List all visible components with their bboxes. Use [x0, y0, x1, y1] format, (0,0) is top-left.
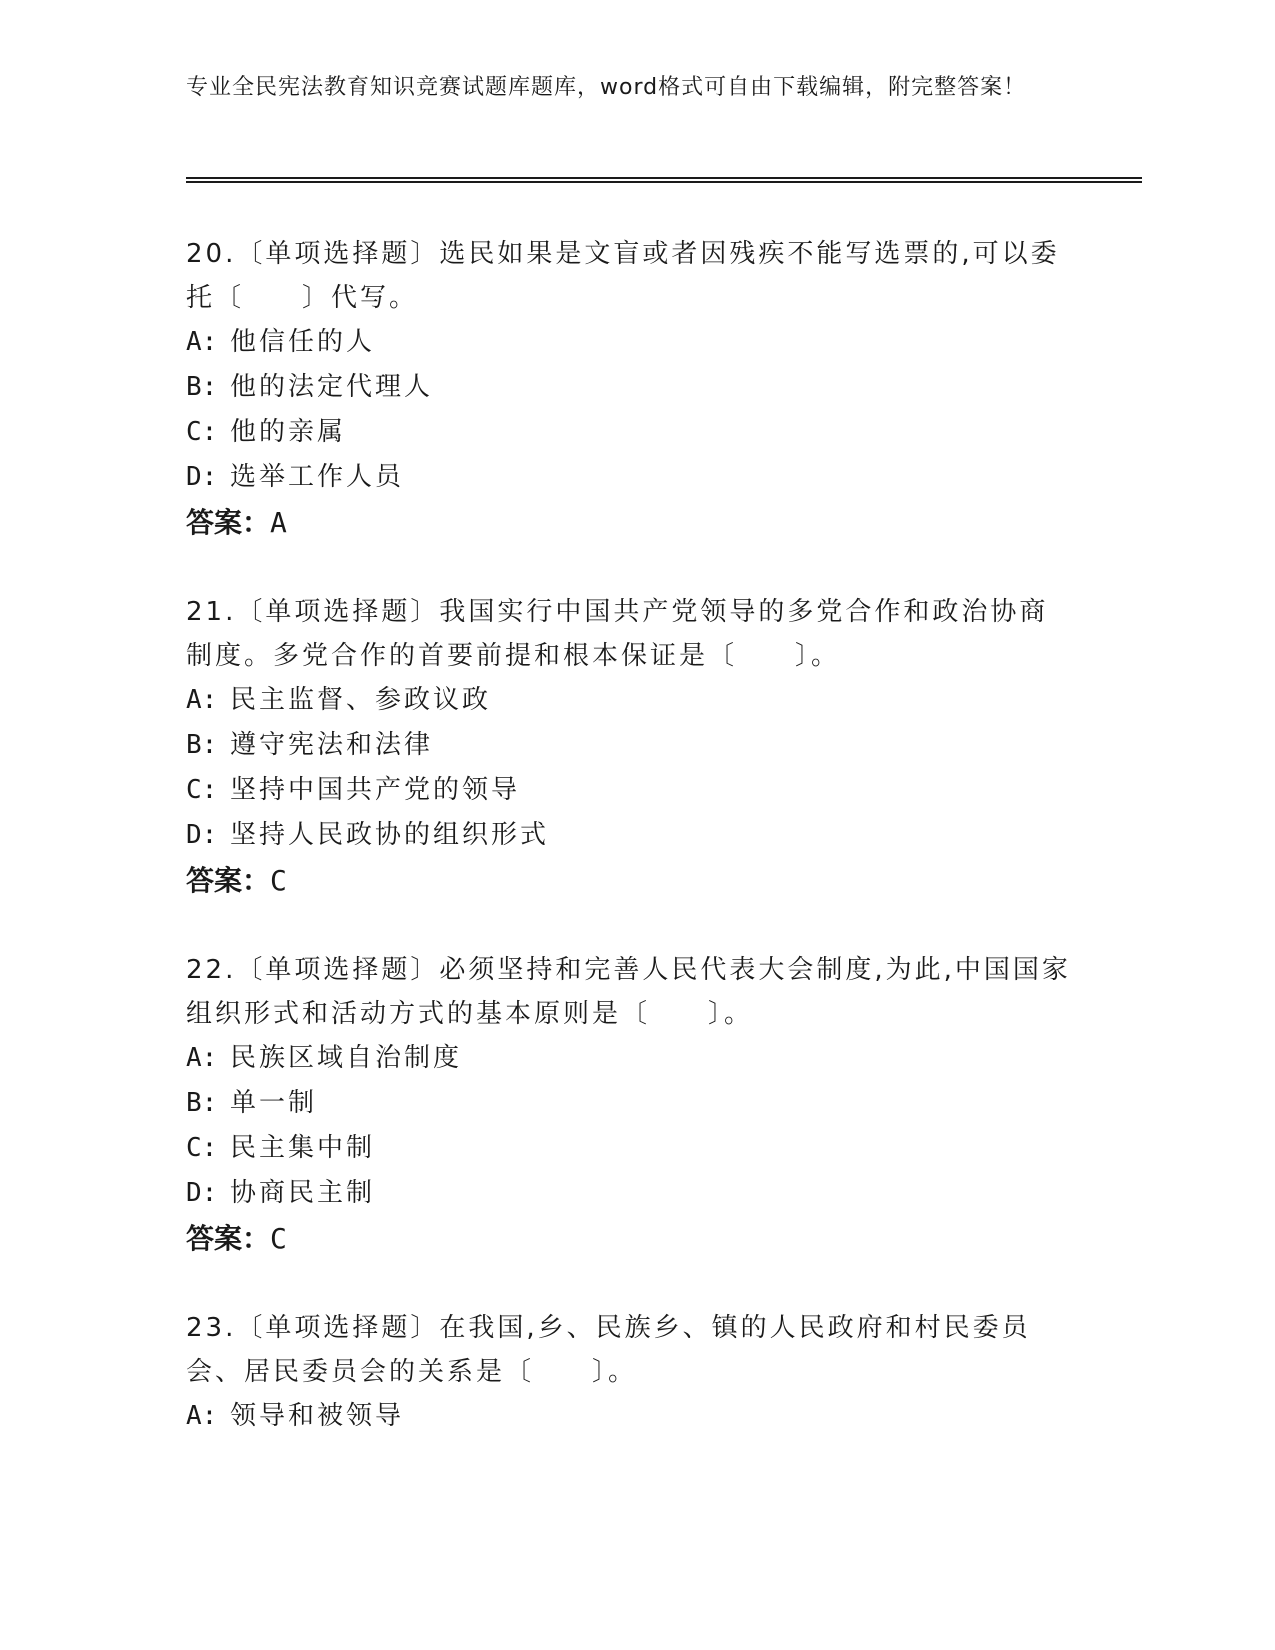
question-20: [186, 232, 1076, 546]
option-a: [186, 320, 1076, 365]
option-c: [186, 768, 1076, 813]
option-letter: C:: [186, 1133, 218, 1163]
option-letter: C:: [186, 417, 218, 447]
question-23: [186, 1306, 1076, 1439]
option-d: [186, 1171, 1076, 1216]
option-text: 坚持中国共产党的领导: [230, 775, 521, 805]
option-d: [186, 455, 1076, 500]
option-letter: D:: [186, 462, 218, 492]
question-text: 23.〔单项选择题〕在我国,乡、民族乡、镇的人民政府和村民委员会、居民委员会的关系是〔 〕。: [186, 1313, 1031, 1387]
answer-value: A: [270, 506, 287, 539]
question-22: [186, 948, 1076, 1262]
option-c: [186, 1126, 1076, 1171]
question-text: 21.〔单项选择题〕我国实行中国共产党领导的多党合作和政治协商制度。多党合作的首要前提和根本保证是〔 〕。: [186, 597, 1049, 671]
header-text: 专业全民宪法教育知识竞赛试题库题库，word格式可自由下载编辑，附完整答案！: [186, 75, 1027, 100]
answer-label: 答案：: [186, 1222, 271, 1255]
option-text: 领导和被领导: [230, 1401, 405, 1431]
header-divider: [186, 177, 1142, 183]
option-letter: A:: [186, 1043, 218, 1073]
answer-value: C: [270, 864, 287, 897]
option-a: [186, 1394, 1076, 1439]
option-text: 单一制: [230, 1088, 318, 1118]
option-d: [186, 813, 1076, 858]
answer-line: [186, 1216, 1076, 1262]
question-21: [186, 590, 1076, 904]
document-header: [186, 72, 1066, 104]
answer-line: [186, 858, 1076, 904]
option-b: [186, 1081, 1076, 1126]
option-letter: A:: [186, 685, 218, 715]
answer-label: 答案：: [186, 506, 271, 539]
option-a: [186, 678, 1076, 723]
option-text: 他信任的人: [230, 327, 376, 357]
option-a: [186, 1036, 1076, 1081]
question-list: [186, 232, 1076, 1483]
option-text: 坚持人民政协的组织形式: [230, 820, 550, 850]
option-text: 民族区域自治制度: [230, 1043, 463, 1073]
option-text: 他的亲属: [230, 417, 347, 447]
option-text: 他的法定代理人: [230, 372, 434, 402]
answer-line: [186, 500, 1076, 546]
option-text: 民主集中制: [230, 1133, 376, 1163]
option-text: 民主监督、参政议政: [230, 685, 492, 715]
option-text: 选举工作人员: [230, 462, 405, 492]
option-text: 遵守宪法和法律: [230, 730, 434, 760]
option-letter: C:: [186, 775, 218, 805]
option-text: 协商民主制: [230, 1178, 376, 1208]
question-text: 20.〔单项选择题〕选民如果是文盲或者因残疾不能写选票的,可以委托〔 〕代写。: [186, 239, 1060, 313]
answer-label: 答案：: [186, 864, 271, 897]
option-b: [186, 365, 1076, 410]
question-text: 22.〔单项选择题〕必须坚持和完善人民代表大会制度,为此,中国国家组织形式和活动方式的基本原则是〔 〕。: [186, 955, 1071, 1029]
option-letter: B:: [186, 1088, 218, 1118]
option-letter: A:: [186, 327, 218, 357]
option-letter: B:: [186, 730, 218, 760]
option-letter: D:: [186, 820, 218, 850]
answer-value: C: [270, 1222, 287, 1255]
option-letter: D:: [186, 1178, 218, 1208]
option-letter: A:: [186, 1401, 218, 1431]
option-c: [186, 410, 1076, 455]
option-b: [186, 723, 1076, 768]
option-letter: B:: [186, 372, 218, 402]
